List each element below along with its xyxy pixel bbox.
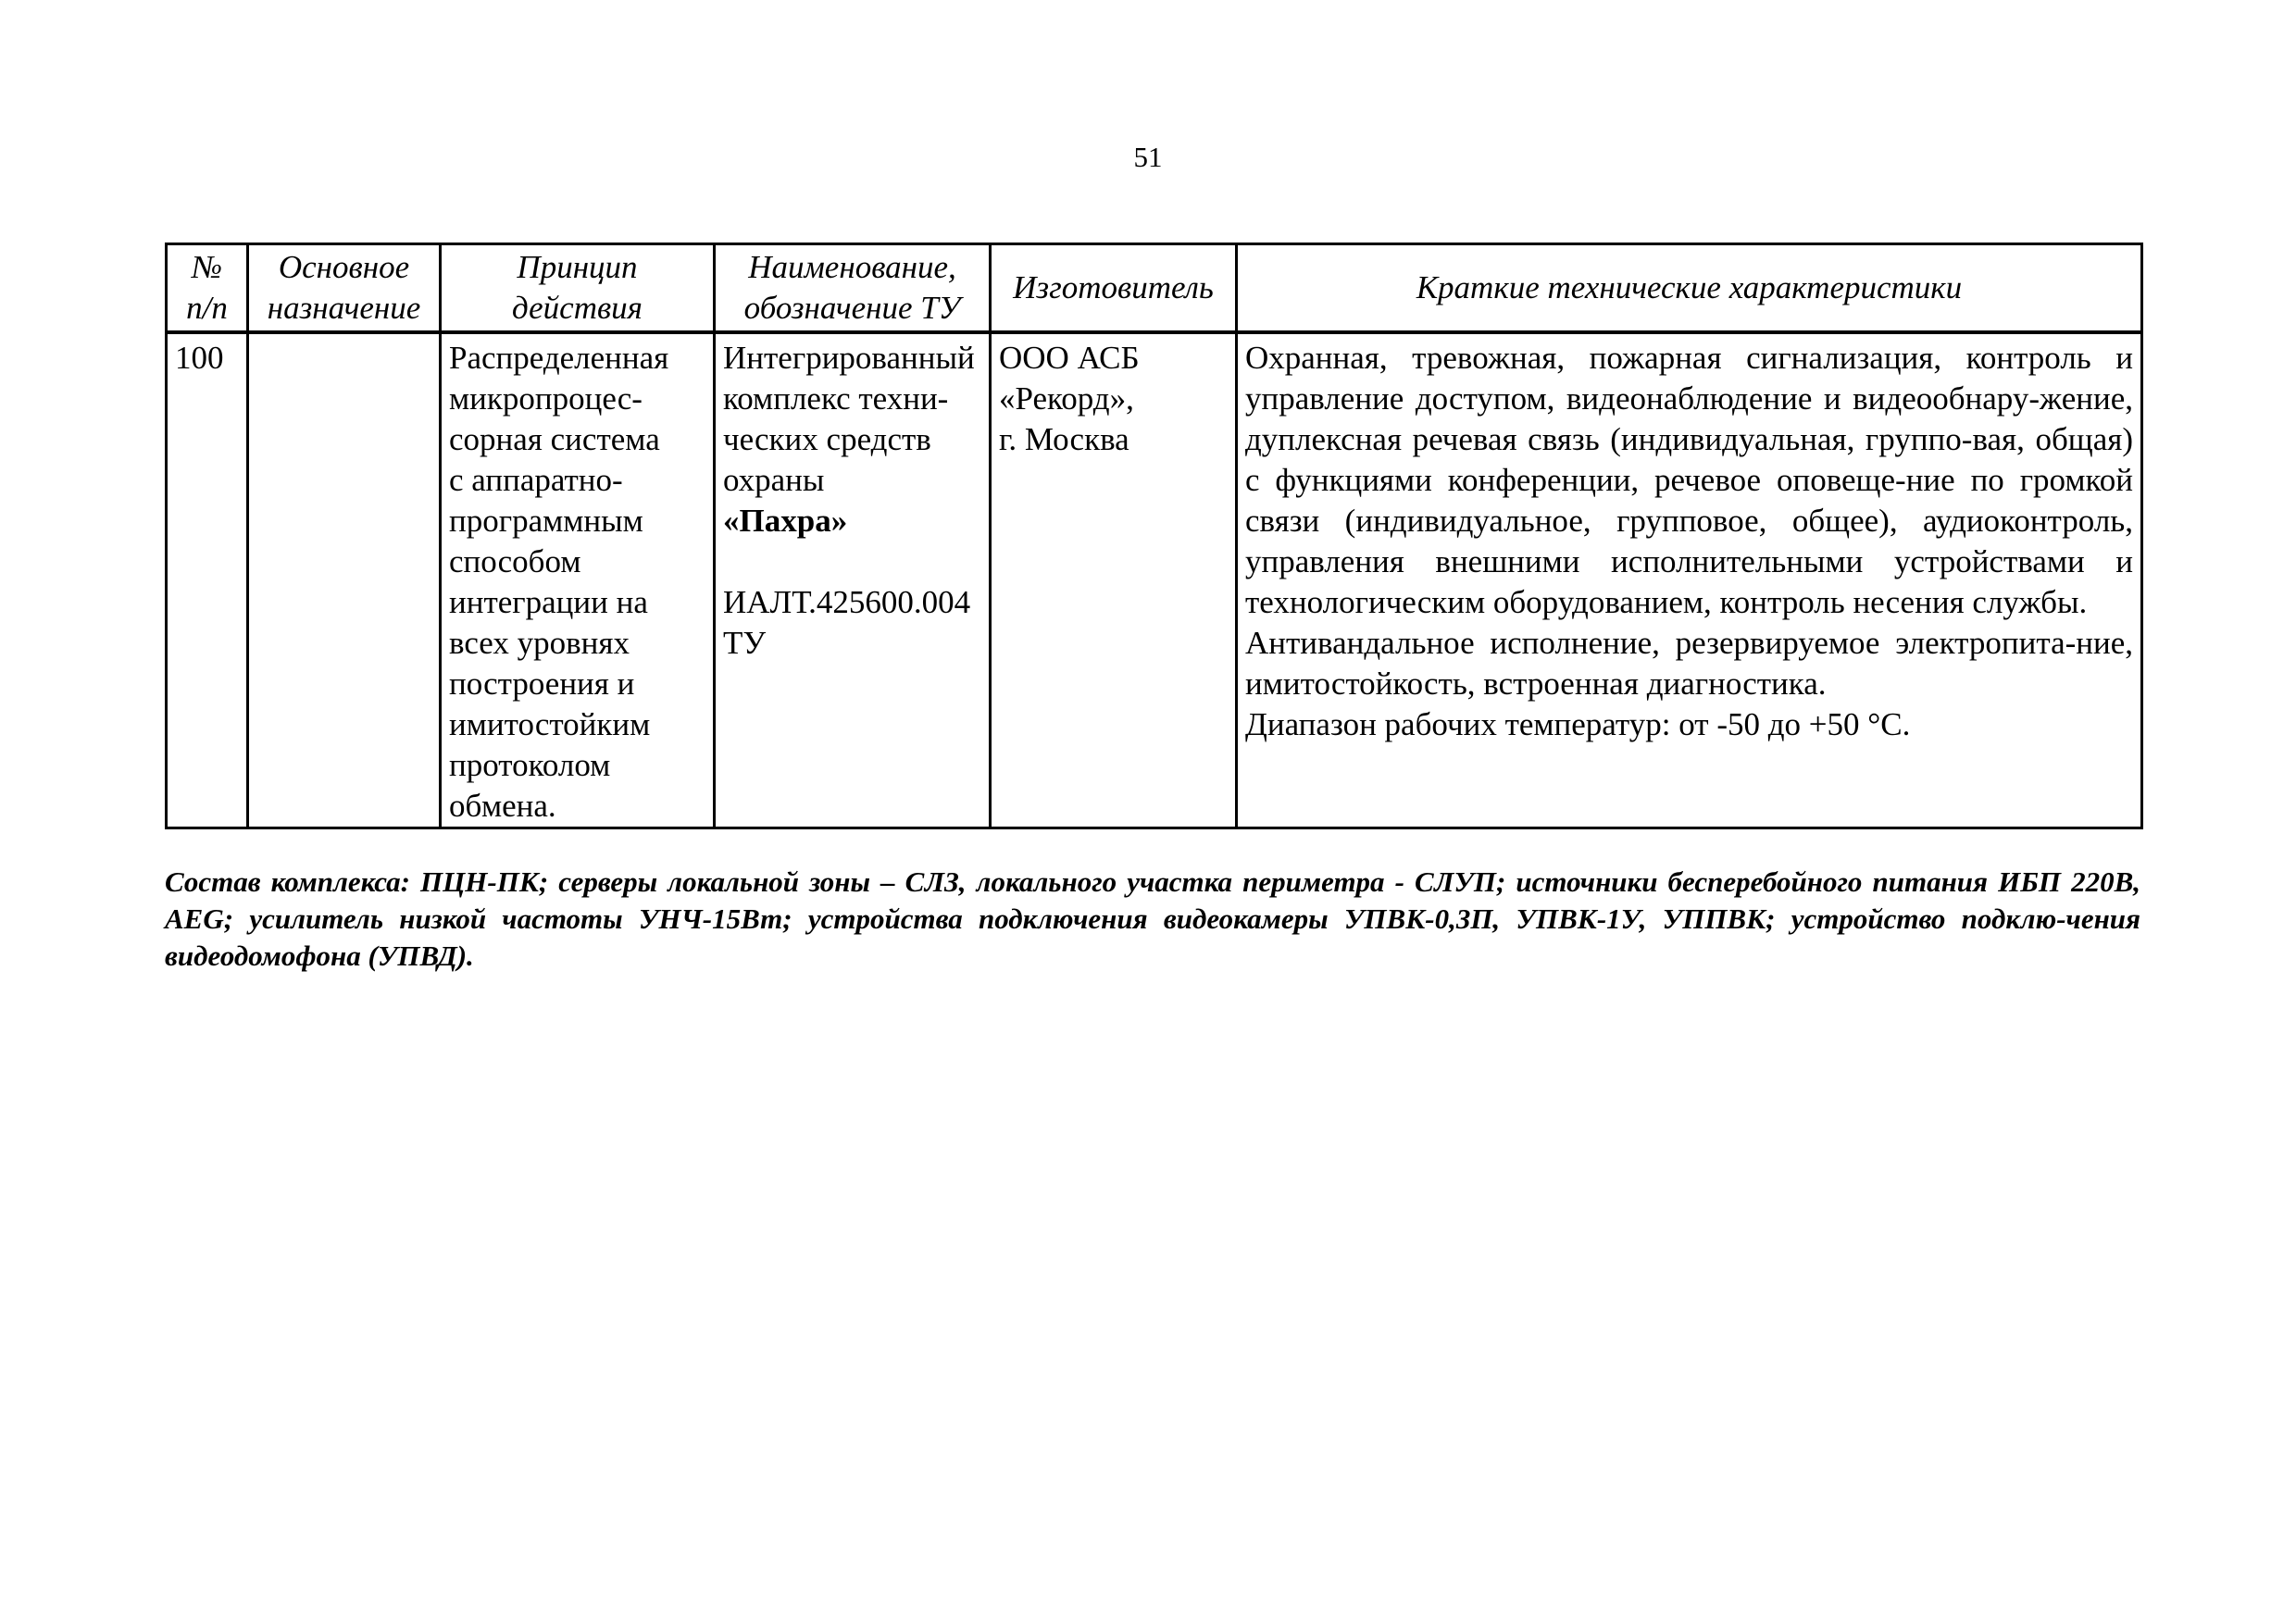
header-principle-line1: Принцип bbox=[517, 249, 638, 285]
header-name-line1: Наименование, bbox=[748, 249, 956, 285]
header-num-line2: п/п bbox=[186, 290, 228, 326]
table-row bbox=[167, 332, 2142, 828]
header-num bbox=[167, 244, 248, 333]
principle-line: программным bbox=[449, 503, 643, 539]
cell-specs bbox=[1237, 332, 2142, 828]
tu-code-line: ИАЛТ.425600.004 bbox=[723, 584, 971, 620]
header-principle-line2: действия bbox=[512, 290, 643, 326]
principle-line: с аппаратно- bbox=[449, 462, 623, 498]
maker-line: г. Москва bbox=[999, 421, 1129, 457]
header-purpose-line2: назначение bbox=[267, 290, 421, 326]
header-num-line1: № bbox=[191, 249, 222, 285]
equipment-spec-table bbox=[165, 243, 2143, 829]
table-header-row bbox=[167, 244, 2142, 333]
principle-line: интеграции на bbox=[449, 584, 648, 620]
principle-line: сорная система bbox=[449, 421, 660, 457]
header-name bbox=[715, 244, 991, 333]
specs-paragraph: Охранная, тревожная, пожарная сигнализация, контроль и управление доступом, видеонаблюдение и видеообнару-жение, дуплексная речевая связь (индивидуальная, группо-вая, общая) с функциями конференции, речевое оповеще-ние по громкой связи (индивидуальное, групповое, общее), аудиоконтроль, управления внешними исполнительными устройствами и технологическим оборудованием, контроль несения службы. bbox=[1245, 340, 2133, 620]
name-line: комплекс техни- bbox=[723, 380, 949, 417]
cell-maker bbox=[991, 332, 1237, 828]
name-line: охраны bbox=[723, 462, 825, 498]
principle-line: микропроцес- bbox=[449, 380, 643, 417]
cell-principle bbox=[441, 332, 715, 828]
header-purpose bbox=[248, 244, 441, 333]
principle-line: способом bbox=[449, 543, 581, 579]
principle-line: Распределенная bbox=[449, 340, 669, 376]
maker-line: «Рекорд», bbox=[999, 380, 1134, 417]
specs-paragraph: Антивандальное исполнение, резервируемое электропита-ние, имитостойкость, встроенная диагностика. bbox=[1245, 625, 2133, 702]
principle-line: всех уровнях bbox=[449, 625, 630, 661]
page-number: 51 bbox=[1133, 141, 1163, 173]
principle-line: обмена. bbox=[449, 788, 556, 824]
header-name-line2: обозначение ТУ bbox=[743, 290, 961, 326]
cell-name bbox=[715, 332, 991, 828]
cell-num: 100 bbox=[167, 332, 248, 828]
spacer bbox=[723, 541, 981, 582]
header-specs: Краткие технические характеристики bbox=[1237, 244, 2142, 333]
header-principle bbox=[441, 244, 715, 333]
principle-line: построения и bbox=[449, 666, 635, 702]
specs-paragraph: Диапазон рабочих температур: от -50 до +50 °С. bbox=[1245, 706, 1911, 742]
name-line: Интегрированный bbox=[723, 340, 975, 376]
header-maker: Изготовитель bbox=[991, 244, 1237, 333]
product-name: «Пахра» bbox=[723, 503, 848, 539]
tu-code-line: ТУ bbox=[723, 625, 767, 661]
name-line: ческих средств bbox=[723, 421, 931, 457]
header-purpose-line1: Основное bbox=[278, 249, 410, 285]
complex-composition-note: Состав комплекса: ПЦН-ПК; серверы локальной зоны – СЛЗ, локального участка периметра - СЛУП; источники бесперебойного питания ИБП 220В, AEG; усилитель низкой частоты УНЧ-15Вт; устройства подключения видеокамеры УПВК-0,3П, УПВК-1У, УППВК; устройство подклю-чения видеодомофона (УПВД). bbox=[165, 865, 2140, 972]
principle-line: протоколом bbox=[449, 747, 611, 783]
principle-line: имитостойким bbox=[449, 706, 651, 742]
maker-line: ООО АСБ bbox=[999, 340, 1140, 376]
cell-purpose bbox=[248, 332, 441, 828]
